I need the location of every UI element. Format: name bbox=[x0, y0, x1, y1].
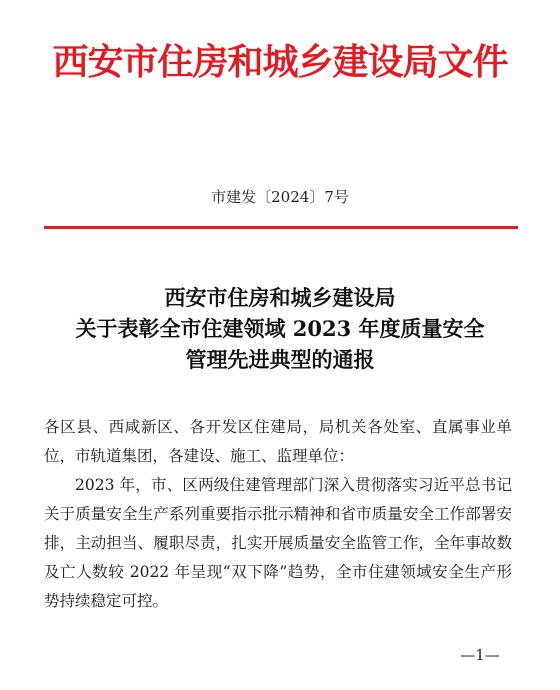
document-body bbox=[44, 413, 512, 616]
red-separator-line bbox=[44, 226, 518, 229]
title-line-1: 西安市住房和城乡建设局 bbox=[164, 285, 396, 310]
issuing-authority-header: 西安市住房和城乡建设局文件 bbox=[52, 42, 508, 83]
page-number: —1— bbox=[460, 646, 500, 664]
document-title bbox=[0, 282, 560, 375]
body-paragraph: 2023 年，市、区两级住建管理部门深入贯彻落实习近平总书记关于质量安全生产系列重要指示批示精神和省市质量安全工作部署安排，主动担当、履职尽责，扎实开展质量安全监管工作，全年事故数及亡人数较 2022 年呈现“双下降”趋势，全市住建领域安全生产形势持续稳定可控。 bbox=[44, 476, 512, 610]
addressee-paragraph: 各区县、西咸新区、各开发区住建局，局机关各处室、直属事业单位，市轨道集团，各建设、施工、监理单位： bbox=[44, 418, 512, 465]
title-line-3: 管理先进典型的通报 bbox=[185, 347, 375, 372]
document-number: 市建发〔2024〕7号 bbox=[211, 188, 349, 206]
title-line-2: 关于表彰全市住建领域 2023 年度质量安全 bbox=[75, 316, 485, 341]
